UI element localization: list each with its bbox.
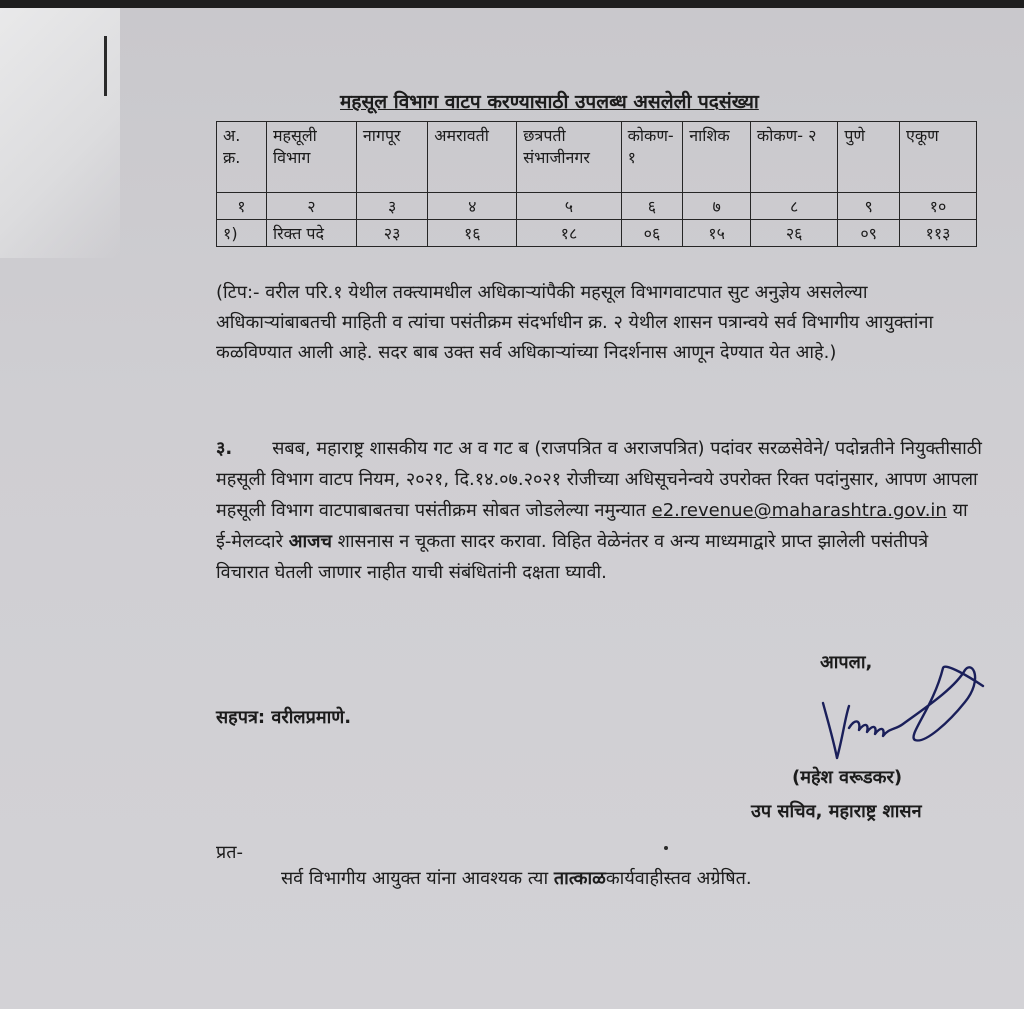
table-header-cell: पुणे bbox=[838, 122, 900, 193]
email-link[interactable]: e2.revenue@maharashtra.gov.in bbox=[651, 500, 947, 521]
paragraph-number: ३. bbox=[216, 438, 233, 459]
note-paragraph: (टिप:- वरील परि.१ येथील तक्त्यामधील अधिकाऱ्यांपैकी महसूल विभागवाटपात सुट अनुज्ञेय असलेल्या अधिकाऱ्यांबाबतची माहिती व त्यांचा पसंतीक्रम संदर्भाधीन क्र. २ येथील शासन पत्रान्वये सर्व विभागीय आयुक्तांना कळविण्यात आली आहे. सदर बाब उक्त सर्व अधिकाऱ्यांच्या निदर्शनास आणून देण्यात येत आहे.) bbox=[216, 282, 934, 363]
table-header-cell: महसूली विभाग bbox=[266, 122, 356, 193]
closing-salutation: आपला, bbox=[820, 652, 873, 673]
paragraph-text: सबब, महाराष्ट्र शासकीय गट अ व गट ब (राजपत्रित व अराजपत्रित) पदांवर सरळसेवेने/ पदोन्नतीने नियुक्तीसाठी महसूली विभाग वाटप नियम, २०२१, दि.१४.०७.२०२१ रोजीच्या अधिसूचनेन्वये उपरोक्त रिक्त पदांनुसार, आपण आपला महसूली विभाग वाटपाबाबतचा पसंतीक्रम सोबत जोडलेल्या नमुन्यात bbox=[216, 438, 982, 521]
table-cell: ०९ bbox=[838, 220, 900, 247]
column-number-cell: ८ bbox=[750, 193, 837, 220]
table-cell: २६ bbox=[750, 220, 837, 247]
column-number-cell: ५ bbox=[517, 193, 621, 220]
column-number-cell: ४ bbox=[428, 193, 517, 220]
copy-emphasis: तात्काळ bbox=[553, 868, 606, 889]
table-header-cell: नागपूर bbox=[356, 122, 427, 193]
main-paragraph bbox=[216, 433, 986, 588]
table-header-cell: अ. क्र. bbox=[217, 122, 267, 193]
table-cell: ०६ bbox=[621, 220, 683, 247]
page-fold bbox=[0, 8, 120, 258]
document-page bbox=[0, 8, 1024, 1009]
column-number-cell: ६ bbox=[621, 193, 683, 220]
table-header-cell: अमरावती bbox=[428, 122, 517, 193]
table-cell: ११३ bbox=[899, 220, 976, 247]
table-header-cell: नाशिक bbox=[683, 122, 751, 193]
signer-designation: उप सचिव, महाराष्ट्र शासन bbox=[751, 801, 922, 822]
table-cell: २३ bbox=[356, 220, 427, 247]
table-row bbox=[217, 220, 977, 247]
table-cell: १५ bbox=[683, 220, 751, 247]
paragraph-emphasis: आजच bbox=[288, 531, 332, 552]
table-header-row bbox=[217, 122, 977, 193]
stray-dot bbox=[664, 846, 668, 850]
vacancy-table bbox=[216, 121, 977, 247]
table-header-cell: कोकण- २ bbox=[750, 122, 837, 193]
document-title: महसूल विभाग वाटप करण्यासाठी उपलब्ध असलेली पदसंख्या bbox=[340, 91, 759, 113]
paragraph-text-mid: या ई-मेलव्दारे bbox=[216, 500, 968, 552]
column-number-cell: ७ bbox=[683, 193, 751, 220]
column-number-cell: ९ bbox=[838, 193, 900, 220]
table-header-cell: छत्रपती संभाजीनगर bbox=[517, 122, 621, 193]
table-header-cell: एकूण bbox=[899, 122, 976, 193]
column-number-row bbox=[217, 193, 977, 220]
signature-image bbox=[815, 658, 985, 768]
copy-label: प्रत- bbox=[216, 842, 243, 863]
table-cell: १) bbox=[217, 220, 267, 247]
table-header-cell: कोकण- १ bbox=[621, 122, 683, 193]
copy-text-after: कार्यवाहीस्तव अग्रेषित. bbox=[605, 868, 752, 889]
signer-name: (महेश वरूडकर) bbox=[792, 767, 903, 788]
column-number-cell: १० bbox=[899, 193, 976, 220]
table-cell: रिक्त पदे bbox=[266, 220, 356, 247]
column-number-cell: १ bbox=[217, 193, 267, 220]
table-cell: १६ bbox=[428, 220, 517, 247]
fold-edge-line bbox=[104, 36, 107, 96]
copy-text-before: सर्व विभागीय आयुक्त यांना आवश्यक त्या bbox=[281, 868, 549, 889]
copy-to-line bbox=[281, 866, 752, 890]
column-number-cell: २ bbox=[266, 193, 356, 220]
table-cell: १८ bbox=[517, 220, 621, 247]
column-number-cell: ३ bbox=[356, 193, 427, 220]
enclosure-note: सहपत्र: वरीलप्रमाणे. bbox=[216, 707, 352, 728]
paragraph-text-after: शासनास न चूकता सादर करावा. विहित वेळेनंतर व अन्य माध्यमाद्वारे प्राप्त झालेली पसंतीपत्रे विचारात घेतली जाणार नाहीत याची संबंधितांनी दक्षता घ्यावी. bbox=[216, 531, 929, 583]
